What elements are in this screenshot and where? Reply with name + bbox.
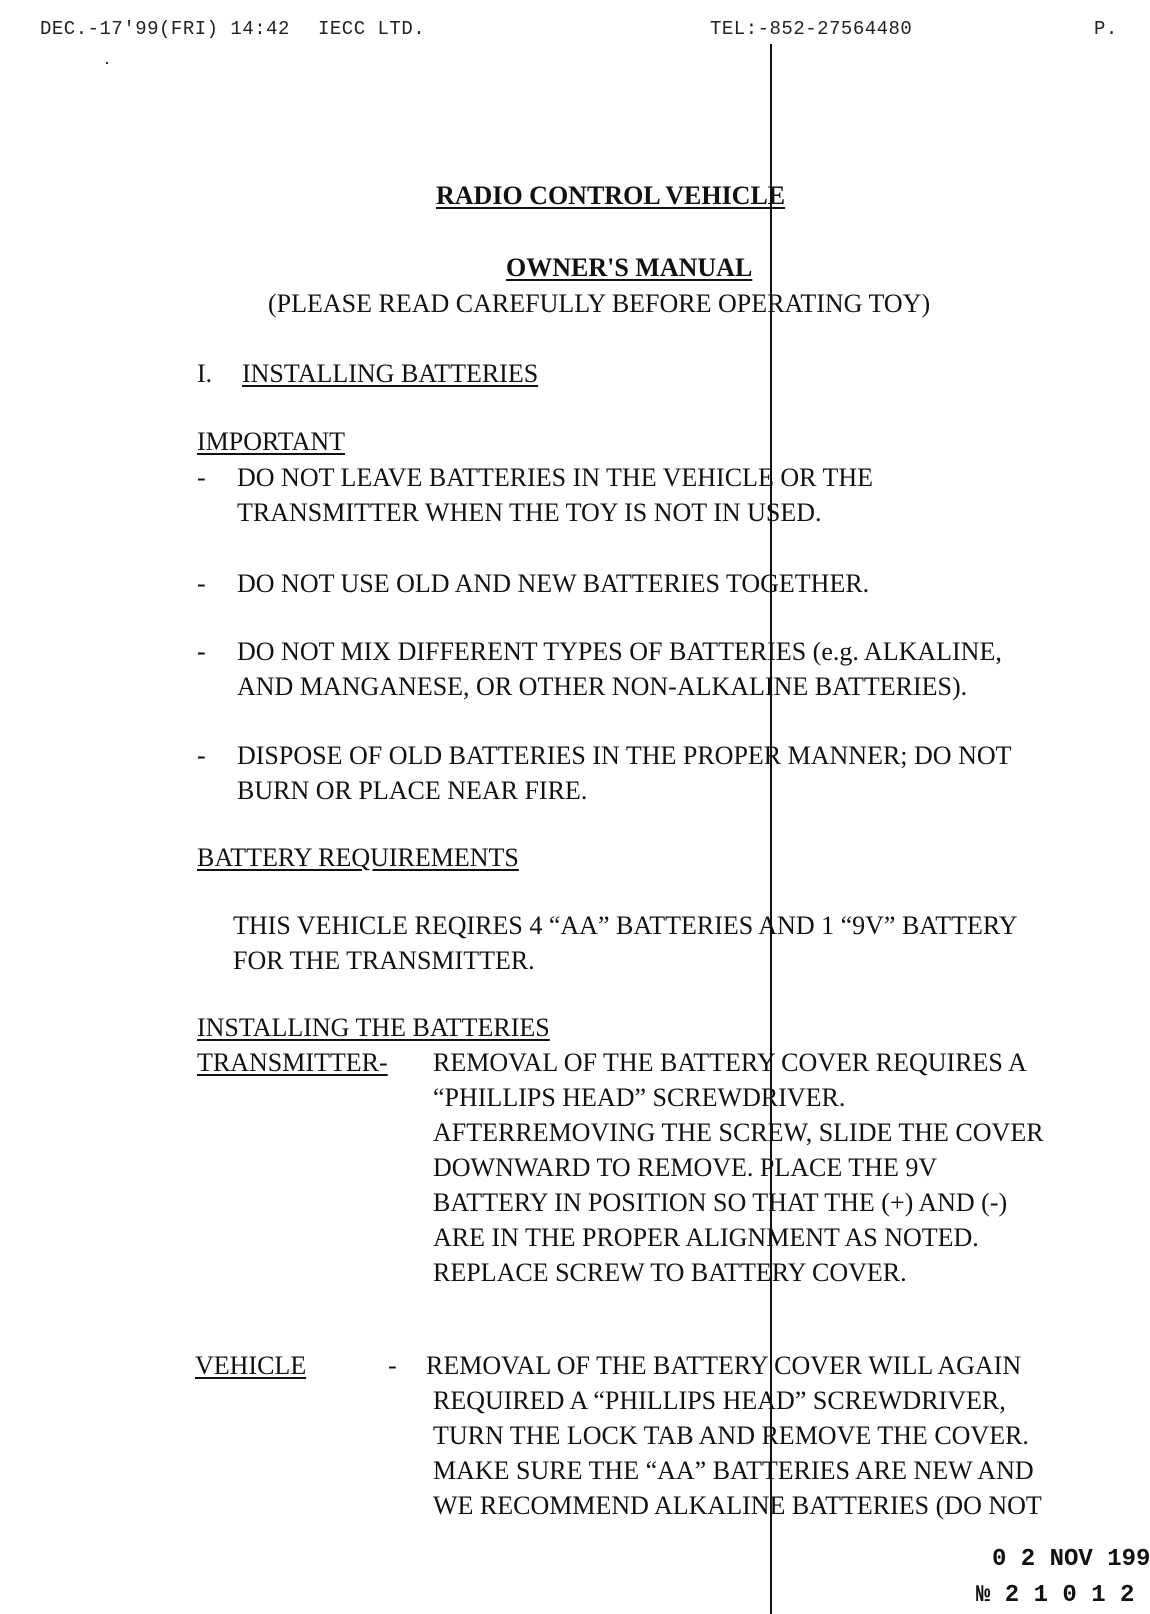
vehicle-instruction-line: REQUIRED A “PHILLIPS HEAD” SCREWDRIVER, [433,1386,1006,1415]
battery-requirements-line: THIS VEHICLE REQIRES 4 “AA” BATTERIES AND 1 “9V” BATTERY [233,911,1018,940]
battery-requirements-line: FOR THE TRANSMITTER. [233,946,535,975]
fax-telephone: TEL:-852-27564480 [710,18,913,40]
bullet-dash: - [197,741,206,770]
transmitter-instruction-line: DOWNWARD TO REMOVE. PLACE THE 9V [433,1153,938,1182]
important-item-line: DO NOT LEAVE BATTERIES IN THE VEHICLE OR THE [237,463,874,492]
vehicle-instruction-line: REMOVAL OF THE BATTERY COVER WILL AGAIN [426,1351,1022,1380]
reading-note: (PLEASE READ CAREFULLY BEFORE OPERATING TOY) [268,289,931,318]
bullet-dash: - [197,637,206,666]
transmitter-label: TRANSMITTER- [197,1048,388,1077]
document-subtitle: OWNER'S MANUAL [506,253,753,282]
bullet-dash: - [197,463,206,492]
vehicle-label: VEHICLE [195,1351,307,1380]
transmitter-instruction-line: REMOVAL OF THE BATTERY COVER REQUIRES A [433,1048,1027,1077]
transmitter-instruction-line: BATTERY IN POSITION SO THAT THE (+) AND (-) [433,1188,1008,1217]
vehicle-dash: - [388,1351,397,1380]
section-number: I. [197,359,213,388]
important-item-line: DO NOT USE OLD AND NEW BATTERIES TOGETHER. [237,569,870,598]
received-number-stamp: № 2 1 0 1 2 [976,1582,1135,1609]
vehicle-instruction-line: TURN THE LOCK TAB AND REMOVE THE COVER. [433,1421,1029,1450]
important-item-line: TRANSMITTER WHEN THE TOY IS NOT IN USED. [237,498,822,527]
fax-date: DEC.-17'99(FRI) 14:42 [40,18,290,40]
important-item-line: AND MANGANESE, OR OTHER NON-ALKALINE BATTERIES). [237,672,968,701]
section-heading: INSTALLING BATTERIES [242,359,539,388]
installing-heading: INSTALLING THE BATTERIES [197,1013,550,1042]
bullet-dash: - [197,569,206,598]
fax-page-number: P. [1094,18,1118,40]
transmitter-instruction-line: REPLACE SCREW TO BATTERY COVER. [433,1258,907,1287]
important-item-line: DO NOT MIX DIFFERENT TYPES OF BATTERIES (e.g. ALKALINE, [237,637,1002,666]
vehicle-instruction-line: WE RECOMMEND ALKALINE BATTERIES (DO NOT [433,1491,1042,1520]
battery-requirements-heading: BATTERY REQUIREMENTS [197,843,519,872]
transmitter-instruction-line: “PHILLIPS HEAD” SCREWDRIVER. [433,1083,846,1112]
vehicle-instruction-line: MAKE SURE THE “AA” BATTERIES ARE NEW AND [433,1456,1034,1485]
transmitter-instruction-line: AFTERREMOVING THE SCREW, SLIDE THE COVER [433,1118,1044,1147]
transmitter-instruction-line: ARE IN THE PROPER ALIGNMENT AS NOTED. [433,1223,979,1252]
important-item-line: BURN OR PLACE NEAR FIRE. [237,776,588,805]
fax-company: IECC LTD. [318,18,426,40]
important-heading: IMPORTANT [197,427,346,456]
received-date-stamp: 0 2 NOV 199 [992,1546,1150,1573]
document-title: RADIO CONTROL VEHICLE [436,181,786,210]
scan-speck [106,62,108,64]
important-item-line: DISPOSE OF OLD BATTERIES IN THE PROPER MANNER; DO NOT [237,741,1012,770]
